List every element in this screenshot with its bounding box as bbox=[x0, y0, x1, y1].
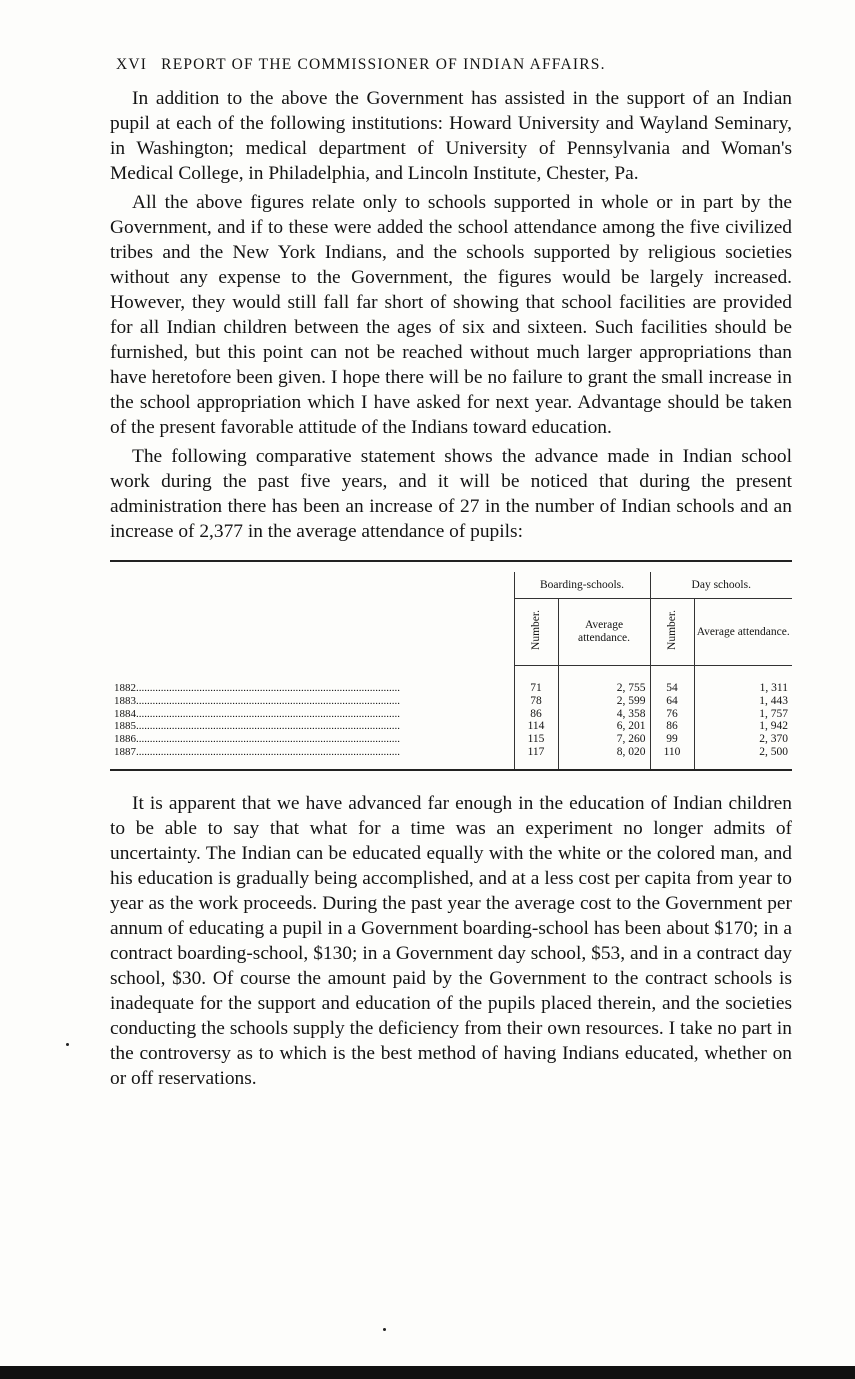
paragraph-institutions: In addition to the above the Government has assisted in the support of an Indian pupil at each of the following institutions: Howard University and Wayland Seminary, in Washington; medical department of University of Pennsylvania and Woman's Medical College, in Philadelphia, and Lincoln Institute, Chester, Pa. bbox=[110, 88, 792, 184]
day-average-header: Average attendance. bbox=[694, 599, 792, 666]
day-number-cell: 86 bbox=[650, 720, 694, 733]
boarding-attendance-cell: 2, 755 bbox=[558, 666, 650, 695]
boarding-number-cell: 71 bbox=[514, 666, 558, 695]
print-speck bbox=[383, 1328, 386, 1331]
day-number-cell: 99 bbox=[650, 733, 694, 746]
boarding-schools-header: Boarding-schools. bbox=[514, 572, 650, 599]
running-title: REPORT OF THE COMMISSIONER OF INDIAN AFFAIRS. bbox=[161, 56, 606, 73]
paragraph-figures: All the above figures relate only to schools supported in whole or in part by the Government, and if to these were added the school attendance among the five civilized tribes and the New York Indians, and the schools supported by religious societies without any expense to the Government, the figures would be largely increased. However, they would still fall far short of showing that school facilities are provided for all Indian children between the ages of six and sixteen. Such facilities should be furnished, but this point can not be reached without much larger appropriations than have heretofore been given. I hope there will be no failure to grant the small increase in the school appropriation which I have asked for next year. Advantage should be taken of the present favorable attitude of the Indians toward education. bbox=[110, 192, 792, 438]
table-row bbox=[110, 695, 792, 708]
boarding-number-header: Number. bbox=[514, 599, 558, 666]
day-attendance-cell: 1, 443 bbox=[694, 695, 792, 708]
day-attendance-cell: 2, 370 bbox=[694, 733, 792, 746]
paragraph-education-cost: It is apparent that we have advanced far enough in the education of Indian children to be able to say that what for a time was an experiment no longer admits of uncertainty. The Indian can be educated equally with the white or the colored man, and his education is gradually being accomplished, and at a less cost per capita from year to year as the work proceeds. During the past year the average cost to the Government per annum of educating a pupil in a Government boarding-school has been about $170; in a contract boarding-school, $130; in a Government day school, $53, and in a contract day school, $30. Of course the amount paid by the Government to the contract schools is inadequate for the support and education of the pupils placed therein, and the societies conducting the schools supply the deficiency from their own resources. I take no part in the controversy as to which is the best method of having Indians educated, whether on or off reservations. bbox=[110, 792, 792, 1089]
day-attendance-cell: 1, 311 bbox=[694, 666, 792, 695]
boarding-number-cell: 117 bbox=[514, 746, 558, 770]
table-row bbox=[110, 720, 792, 733]
day-number-cell: 64 bbox=[650, 695, 694, 708]
comparative-statement-table bbox=[110, 560, 792, 771]
page-number: XVI bbox=[116, 56, 148, 73]
boarding-number-cell: 114 bbox=[514, 720, 558, 733]
print-speck bbox=[66, 1043, 69, 1046]
boarding-number-cell: 78 bbox=[514, 695, 558, 708]
year-cell: 1883................................................................................................ bbox=[114, 694, 400, 707]
boarding-attendance-cell: 2, 599 bbox=[558, 695, 650, 708]
boarding-attendance-cell: 8, 020 bbox=[558, 746, 650, 770]
day-attendance-cell: 1, 942 bbox=[694, 720, 792, 733]
table-row bbox=[110, 666, 792, 695]
day-schools-header: Day schools. bbox=[650, 572, 792, 599]
boarding-attendance-cell: 7, 260 bbox=[558, 733, 650, 746]
table-row bbox=[110, 746, 792, 770]
boarding-average-header: Average attendance. bbox=[558, 599, 650, 666]
year-cell: 1887................................................................................................ bbox=[110, 746, 514, 770]
year-cell: 1882................................................................................................ bbox=[114, 681, 400, 694]
running-header bbox=[116, 56, 792, 74]
comparative-statement-table-wrap bbox=[110, 560, 792, 771]
table-row bbox=[110, 708, 792, 721]
boarding-attendance-cell: 4, 358 bbox=[558, 708, 650, 721]
day-number-cell: 110 bbox=[650, 746, 694, 770]
boarding-number-cell: 86 bbox=[514, 708, 558, 721]
stub-header bbox=[110, 572, 514, 666]
document-page bbox=[110, 56, 792, 1095]
paragraph-comparative-intro: The following comparative statement shows the advance made in Indian school work during the past five years, and it will be noticed that during the present administration there has been an increase of 27 in the number of Indian schools and an increase of 2,377 in the average attendance of pupils: bbox=[110, 446, 792, 542]
boarding-attendance-cell: 6, 201 bbox=[558, 720, 650, 733]
day-number-cell: 54 bbox=[650, 666, 694, 695]
table-row bbox=[110, 733, 792, 746]
day-attendance-cell: 1, 757 bbox=[694, 708, 792, 721]
year-cell: 1885................................................................................................ bbox=[114, 720, 400, 733]
year-cell: 1886................................................................................................ bbox=[114, 733, 400, 746]
scan-border bbox=[0, 1366, 855, 1379]
year-cell: 1884................................................................................................ bbox=[114, 707, 400, 720]
day-number-header: Number. bbox=[650, 599, 694, 666]
boarding-number-cell: 115 bbox=[514, 733, 558, 746]
day-attendance-cell: 2, 500 bbox=[694, 746, 792, 770]
day-number-cell: 76 bbox=[650, 708, 694, 721]
